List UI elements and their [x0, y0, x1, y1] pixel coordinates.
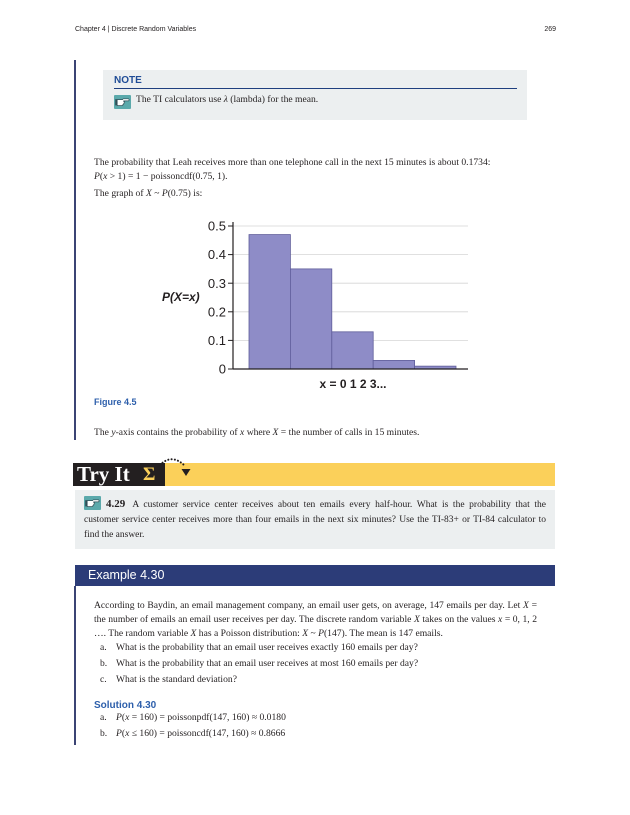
chart-bar — [249, 235, 290, 369]
axis-description — [94, 426, 554, 440]
text-run: (0.75) is: — [167, 188, 203, 199]
note-divider — [114, 88, 517, 89]
text-run: ~ — [151, 188, 162, 199]
try-it-exercise — [75, 490, 555, 549]
pointing-hand-icon — [84, 496, 101, 510]
math-variable: P — [116, 728, 122, 739]
text-run: According to Baydin, an email management company, an email user gets, on average, 147 emails per day. Let — [94, 600, 524, 611]
math-variable: P — [94, 171, 100, 182]
question-text: What is the probability that an email user receives exactly 160 emails per day? — [116, 642, 418, 653]
math-variable: x — [125, 728, 130, 739]
math-variable: X — [190, 628, 197, 639]
y-tick-label: 0 — [218, 361, 226, 377]
question-text: What is the probability that an email user receives at most 160 emails per day? — [116, 658, 419, 669]
example-rule — [74, 586, 76, 745]
note-title: NOTE — [114, 75, 142, 86]
text-run: The — [94, 427, 112, 438]
example-header — [75, 565, 555, 586]
math-variable: x — [240, 427, 245, 438]
math-variable: x — [125, 712, 130, 723]
y-axis-ticks — [208, 219, 233, 377]
math-variable: x — [498, 614, 503, 625]
section-rule — [74, 60, 76, 440]
text-run: The graph of — [94, 188, 146, 199]
list-marker: a. — [100, 642, 107, 653]
y-tick-label: 0.5 — [207, 218, 226, 234]
try-it-title: Try It — [77, 462, 130, 486]
list-item — [94, 640, 544, 656]
chart-bar — [290, 269, 331, 369]
chart-bar — [373, 360, 414, 369]
math-variable: P — [116, 712, 122, 723]
text-run: > 1) = 1 − poissoncdf(0.75, 1). — [107, 171, 228, 182]
exercise-text: A customer service center receives about ten emails every half-hour. What is the probability that the customer service center receives more than four emails in the next six minutes? Use the TI-83+ or TI-84 calculator to find the answer. — [84, 500, 546, 540]
note-box — [103, 70, 527, 120]
example-paragraph — [94, 599, 537, 641]
text-run: ( — [121, 712, 126, 723]
chapter-header: Chapter 4 | Discrete Random Variables — [75, 26, 197, 33]
question-list — [94, 640, 544, 688]
try-it-label — [73, 463, 165, 486]
intro-paragraph — [94, 156, 554, 184]
intro-sentence: The probability that Leah receives more than one telephone call in the next 15 minutes is about 0.1734: — [94, 157, 491, 168]
math-variable: P — [161, 188, 168, 199]
text-run: (147). The mean is 147 emails. — [323, 628, 443, 639]
text-run: -axis contains the probability of — [115, 427, 241, 438]
text-run: (lambda) for the mean. — [227, 94, 319, 105]
page-number: 269 — [544, 26, 556, 33]
text-run: = 160) = poissonpdf(147, 160) ≈ 0.0180 — [129, 712, 286, 723]
y-tick-label: 0.1 — [207, 333, 226, 348]
list-marker: b. — [100, 728, 108, 739]
y-tick-label: 0.4 — [207, 247, 226, 263]
text-run: ≤ 160) = poissoncdf(147, 160) ≈ 0.8666 — [129, 728, 286, 739]
text-run: has a Poisson distribution: — [196, 628, 303, 639]
text-run: ( — [121, 728, 126, 739]
graph-intro-line — [94, 187, 202, 201]
list-item — [94, 656, 544, 672]
math-variable: x — [103, 171, 108, 182]
text-run: ( — [99, 171, 104, 182]
x-axis-label: x = 0 1 2 3... — [319, 377, 387, 391]
solution-title: Solution 4.30 — [94, 700, 157, 711]
pointing-hand-icon — [114, 95, 131, 109]
solution-item — [94, 710, 544, 726]
text-run: ~ — [308, 628, 319, 639]
text-run: = 0, 1, 2 …. The random variable — [94, 614, 538, 639]
math-variable: y — [111, 427, 116, 438]
math-variable: X — [413, 614, 420, 625]
list-item — [94, 672, 544, 688]
text-run: takes on the values — [419, 614, 499, 625]
math-variable: X — [302, 628, 309, 639]
sigma-icon: Σ — [143, 464, 156, 485]
list-marker: b. — [100, 658, 108, 669]
math-variable: X — [145, 188, 152, 199]
note-text — [136, 94, 318, 106]
y-tick-label: 0.2 — [207, 304, 226, 320]
math-variable: X — [523, 600, 529, 611]
figure-caption: Figure 4.5 — [94, 397, 137, 407]
math-variable: X — [272, 427, 279, 438]
exercise-number: 4.29 — [106, 498, 126, 510]
question-text: What is the standard deviation? — [116, 674, 237, 685]
list-marker: c. — [100, 674, 107, 685]
list-marker: a. — [100, 712, 107, 723]
y-axis-label: P(X=x) — [162, 290, 200, 304]
text-run: = the number of calls in 15 minutes. — [278, 427, 420, 438]
exercise-paragraph — [84, 496, 546, 543]
text-run: where — [244, 427, 273, 438]
lambda-symbol: λ — [223, 94, 228, 105]
poisson-bar-chart — [150, 212, 480, 397]
solution-item — [94, 726, 544, 742]
intro-formula — [94, 171, 228, 182]
text-run: = the number of emails an email user receives per day. The discrete random variable — [94, 600, 537, 625]
dotted-arrow-icon — [155, 452, 195, 480]
y-tick-label: 0.3 — [207, 275, 226, 291]
chart-bar — [332, 332, 373, 369]
text-run: The TI calculators use — [136, 94, 224, 105]
solution-list — [94, 710, 544, 742]
math-variable: P — [318, 628, 324, 639]
example-title: Example 4.30 — [88, 568, 165, 582]
